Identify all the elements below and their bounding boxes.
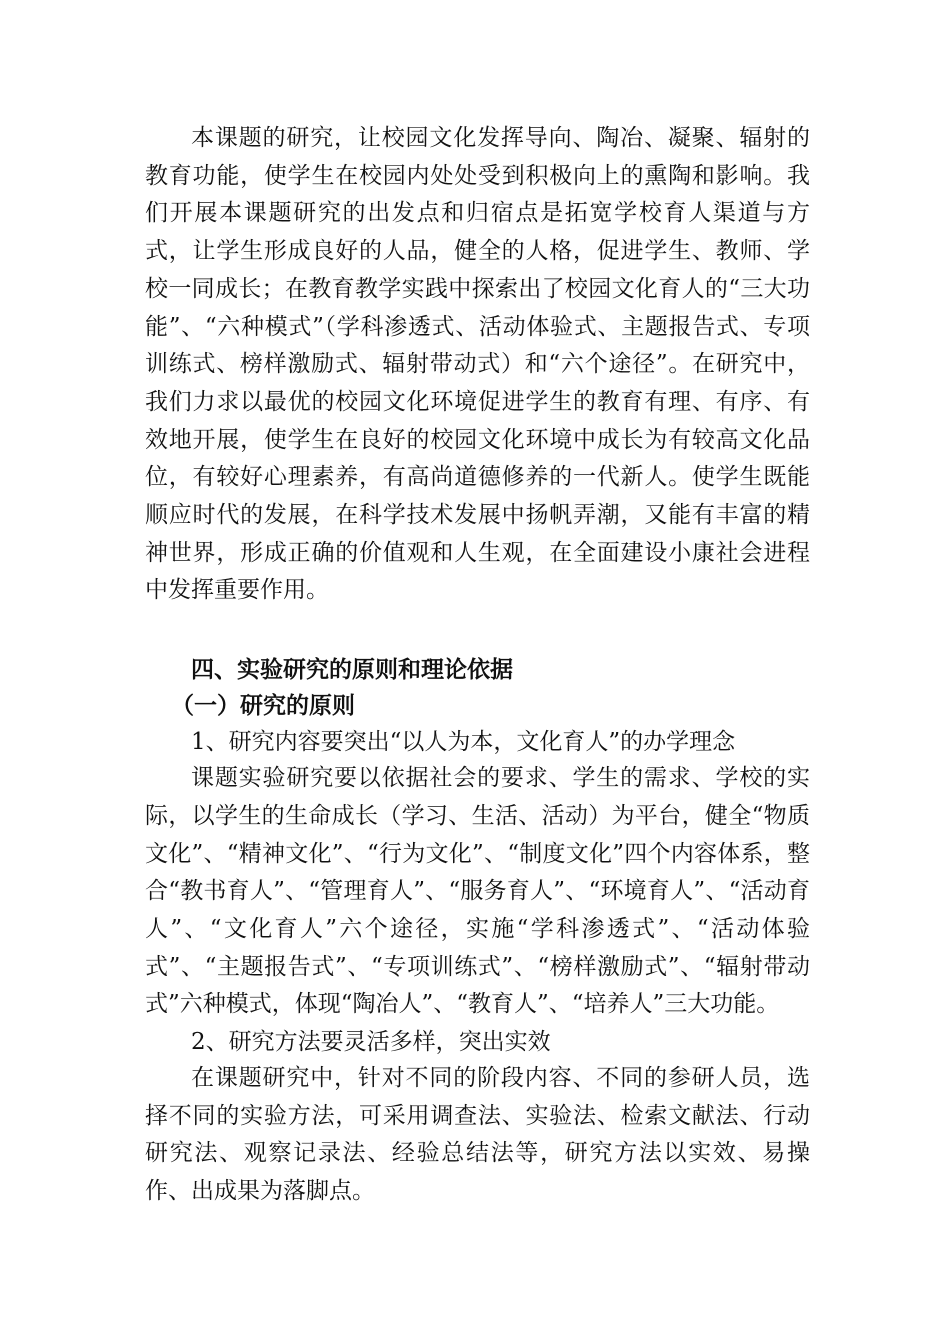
paragraph-gap [145,610,810,652]
principle-2-title: 2、研究方法要灵活多样，突出实效 [191,1029,551,1056]
principle-2-body: 在课题研究中，针对不同的阶段内容、不同的参研人员，选择不同的实验方法，可采用调查法、实验法、检索文献法、行动研究法、观察记录法、经验总结法等，研究方法以实效、易操作、出成果为落脚点。 [145,1065,810,1205]
section-heading: 四、实验研究的原则和理论依据 [191,656,513,684]
document-page [145,120,810,1211]
principle-1-title: 1、研究内容要突出“以人为本，文化育人”的办学理念 [191,729,736,756]
intro-paragraph: 本课题的研究，让校园文化发挥导向、陶冶、凝聚、辐射的教育功能，使学生在校园内处处受到积极向上的熏陶和影响。我们开展本课题研究的出发点和归宿点是拓宽学校育人渠道与方式，让学生形成良好的人品，健全的人格，促进学生、教师、学校一同成长；在教育教学实践中探索出了校园文化育人的“三大功能”、“六种模式”（学科渗透式、活动体验式、主题报告式、专项训练式、榜样激励式、辐射带动式）和“六个途径”。在研究中，我们力求以最优的校园文化环境促进学生的教育有理、有序、有效地开展，使学生在良好的校园文化环境中成长为有较高文化品位，有较好心理素养，有高尚道德修养的一代新人。使学生既能顺应时代的发展，在科学技术发展中扬帆弄潮，又能有丰富的精神世界，形成正确的价值观和人生观，在全面建设小康社会进程中发挥重要作用。 [145,125,810,604]
subsection-heading: （一）研究的原则 [171,692,355,720]
principle-1-body: 课题实验研究要以依据社会的要求、学生的需求、学校的实际，以学生的生命成长（学习、生活、活动）为平台，健全“物质文化”、“精神文化”、“行为文化”、“制度文化”四个内容体系，整合“教书育人”、“管理育人”、“服务育人”、“环境育人”、“活动育人”、“文化育人”六个途径，实施“学科渗透式”、“活动体验式”、“主题报告式”、“专项训练式”、“榜样激励式”、“辐射带动式”六种模式，体现“陶冶人”、“教育人”、“培养人”三大功能。 [145,765,810,1018]
